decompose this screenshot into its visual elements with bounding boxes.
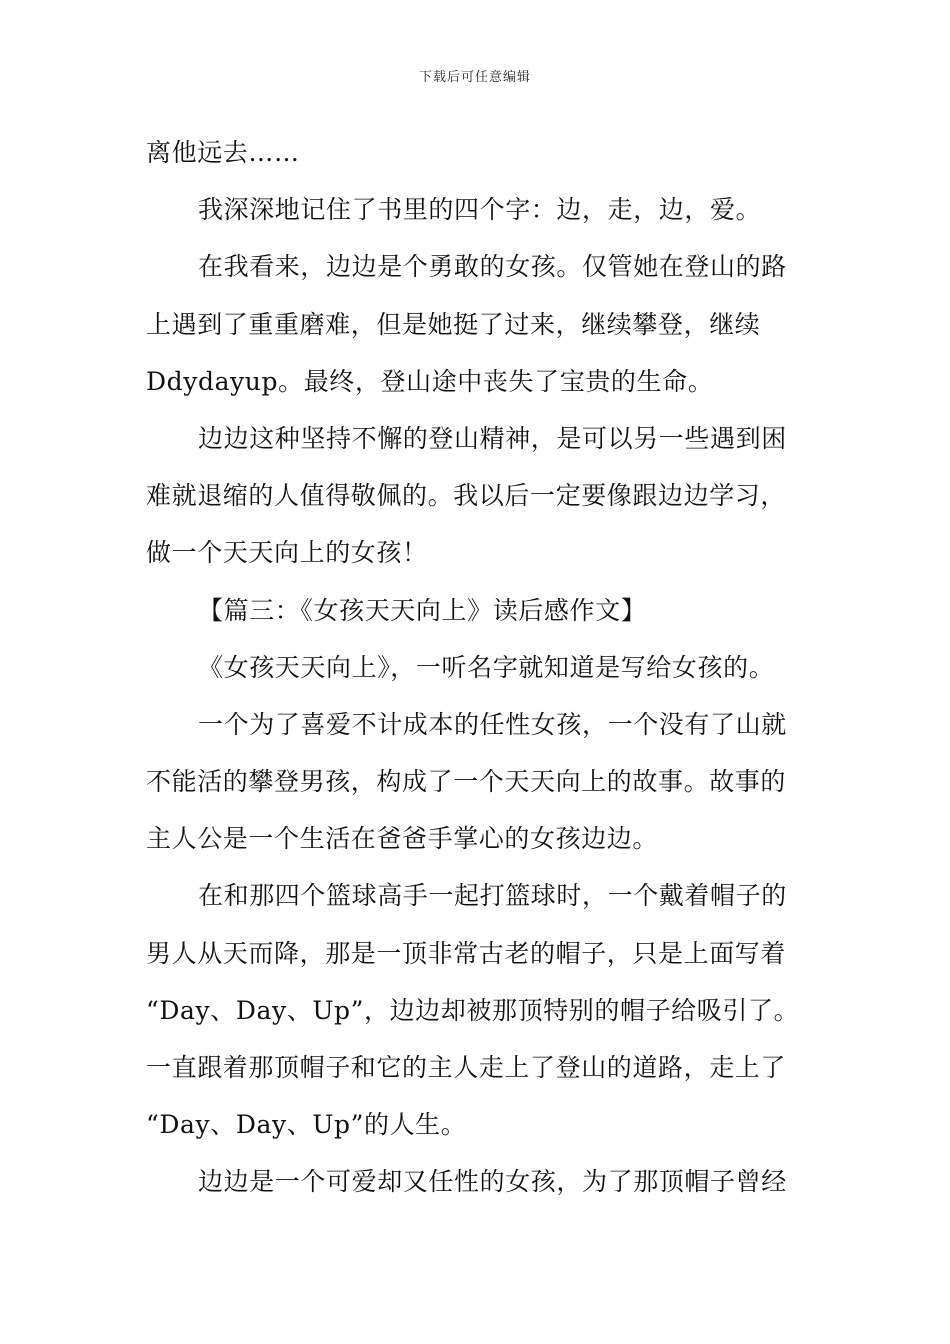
paragraph xyxy=(146,639,816,696)
text-line: Ddydayup。最终，登山途中丧失了宝贵的生命。 xyxy=(146,366,714,396)
document-body xyxy=(146,124,816,1211)
paragraph xyxy=(146,124,816,181)
section-heading xyxy=(146,582,816,639)
text-line: 男人从天而降，那是一顶非常古老的帽子，只是上面写着 xyxy=(146,938,787,968)
paragraph xyxy=(146,696,816,868)
text-line: 难就退缩的人值得敬佩的。我以后一定要像跟边边学习， xyxy=(146,481,787,511)
text-line: 一直跟着那顶帽子和它的主人走上了登山的道路，走上了 xyxy=(146,1053,787,1082)
text-line: 主人公是一个生活在爸爸手掌心的女孩边边。 xyxy=(146,824,659,854)
text-line: 做一个天天向上的女孩！ xyxy=(146,538,428,568)
text-line: 边边这种坚持不懈的登山精神，是可以另一些遇到困 xyxy=(198,423,787,453)
text-line: “Day、Day、Up”，边边却被那顶特别的帽子给吸引了。 xyxy=(146,995,800,1025)
page-header: 下载后可任意编辑 xyxy=(418,70,531,85)
paragraph xyxy=(146,867,816,1153)
text-line: 在我看来，边边是个勇敢的女孩。仅管她在登山的路 xyxy=(198,252,787,282)
paragraph xyxy=(146,238,816,410)
text-line: “Day、Day、Up”的人生。 xyxy=(146,1110,467,1140)
text-line: 《女孩天天向上》，一听名字就知道是写给女孩的。 xyxy=(198,652,775,682)
text-line: 在和那四个篮球高手一起打篮球时，一个戴着帽子的 xyxy=(198,881,787,911)
text-line: 不能活的攀登男孩，构成了一个天天向上的故事。故事的 xyxy=(146,767,787,797)
paragraph xyxy=(146,1153,816,1210)
text-line: 边边是一个可爱却又任性的女孩，为了那顶帽子曾经 xyxy=(198,1167,787,1197)
text-line: 离他远去…… xyxy=(146,138,300,167)
text-line: 一个为了喜爱不计成本的任性女孩，一个没有了山就 xyxy=(198,709,787,739)
paragraph xyxy=(146,410,816,582)
text-line: 上遇到了重重磨难，但是她挺了过来，继续攀登，继续 xyxy=(146,309,761,339)
paragraph xyxy=(146,181,816,238)
section-heading-text: 【篇三：《女孩天天向上》读后感作文】 xyxy=(198,595,647,625)
text-line: 我深深地记住了书里的四个字：边，走，边，爱。 xyxy=(198,195,762,225)
